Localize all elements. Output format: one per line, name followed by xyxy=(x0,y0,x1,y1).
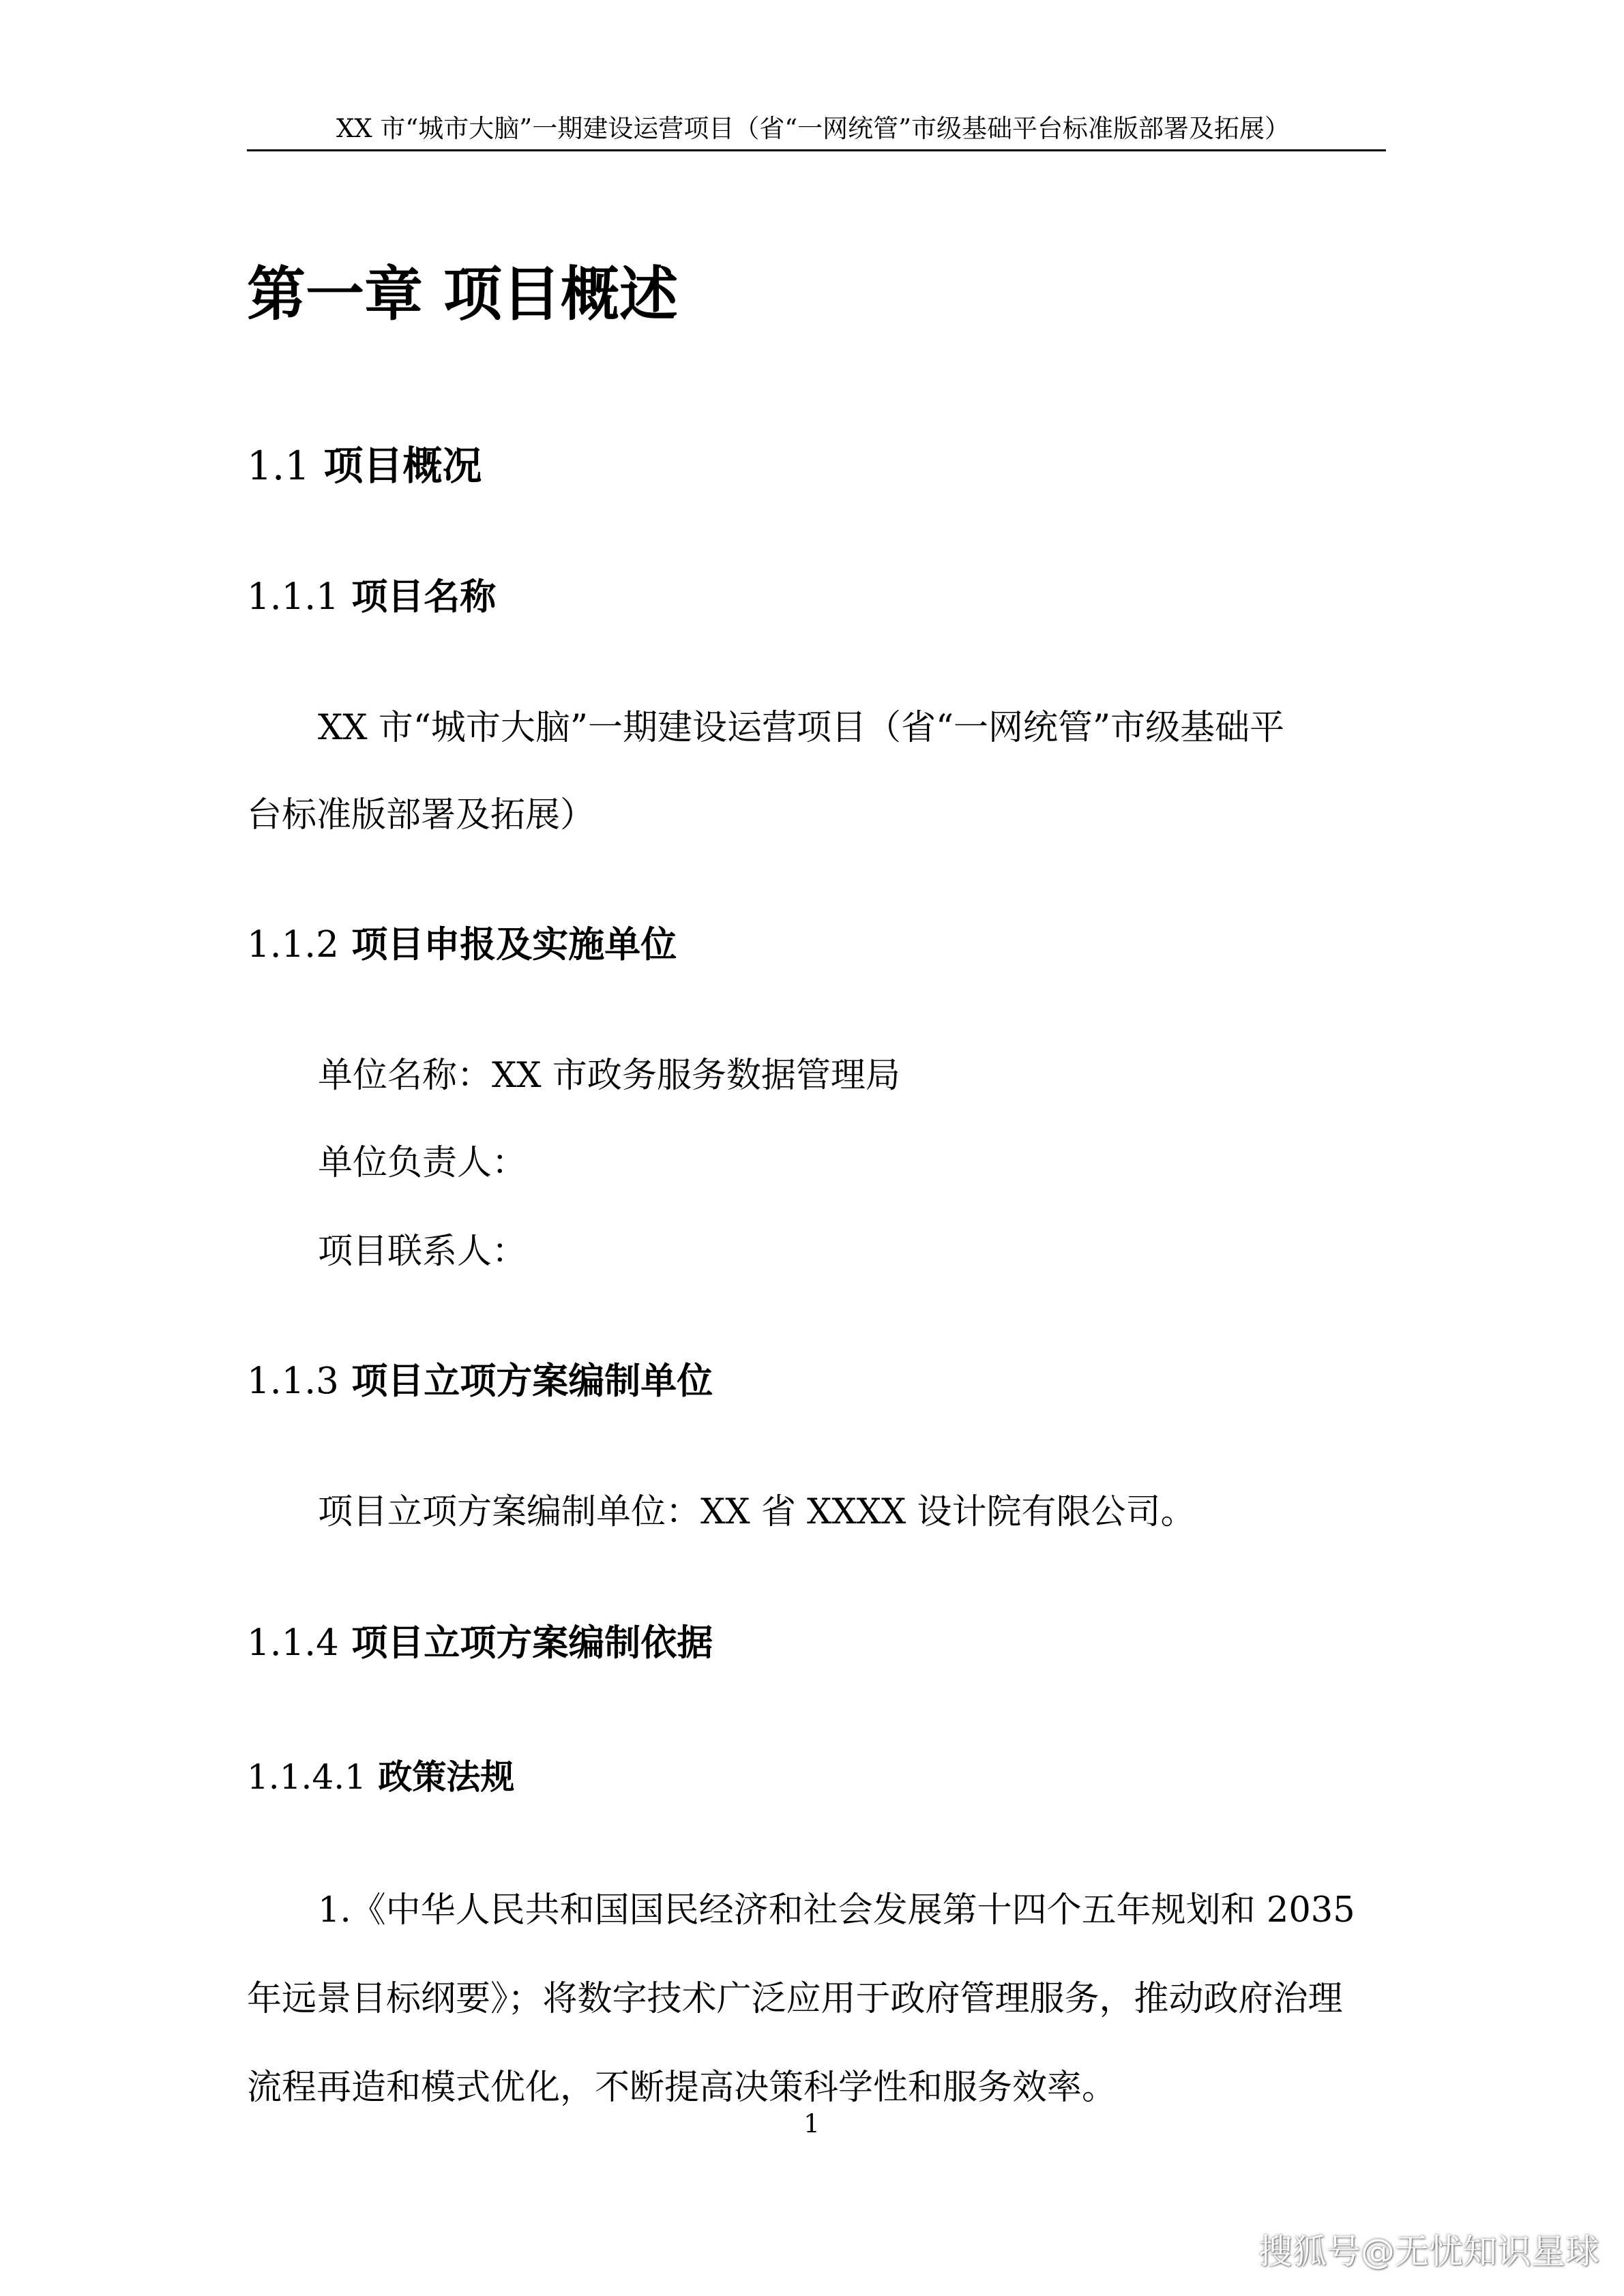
heading-1-1-1 xyxy=(247,571,496,623)
heading-1-1-3 xyxy=(247,1356,713,1407)
chapter-title: 第一章 项目概述 xyxy=(247,260,678,329)
paragraph-line: 年远景目标纲要》；将数字技术广泛应用于政府管理服务，推动政府治理 xyxy=(247,1979,1343,2019)
heading-1-1-4 xyxy=(247,1617,713,1669)
header-rule xyxy=(247,149,1386,151)
heading-number: 1.1 xyxy=(247,443,310,489)
unit-name-line: 单位名称：XX 市政务服务数据管理局 xyxy=(318,1056,900,1096)
heading-text: 项目概况 xyxy=(323,443,482,489)
heading-number: 1.1.4.1 xyxy=(247,1757,366,1797)
heading-text: 项目申报及实施单位 xyxy=(351,924,677,966)
paragraph-line: 项目立项方案编制单位：XX 省 XXXX 设计院有限公司。 xyxy=(318,1492,1196,1532)
running-header: XX 市“城市大脑”一期建设运营项目（省“一网统管”市级基础平台标准版部署及拓展） xyxy=(336,114,1290,143)
paragraph-line: 流程再造和模式优化，不断提高决策科学性和服务效率。 xyxy=(247,2068,1117,2108)
contact-line: 项目联系人： xyxy=(318,1232,527,1272)
page-number: 1 xyxy=(803,2109,820,2138)
heading-1-1-4-1 xyxy=(247,1753,514,1802)
heading-text: 项目名称 xyxy=(351,576,497,618)
heading-number: 1.1.2 xyxy=(247,924,339,966)
heading-1-1 xyxy=(247,438,482,493)
heading-1-1-2 xyxy=(247,919,677,971)
heading-text: 项目立项方案编制依据 xyxy=(351,1622,713,1664)
heading-number: 1.1.1 xyxy=(247,576,339,618)
heading-number: 1.1.3 xyxy=(247,1360,339,1402)
heading-number: 1.1.4 xyxy=(247,1622,339,1664)
unit-head-line: 单位负责人： xyxy=(318,1143,527,1183)
watermark: 搜狐号@无忧知识星球 xyxy=(1258,2232,1599,2271)
paragraph-line: 台标准版部署及拓展） xyxy=(247,795,595,835)
heading-text: 政策法规 xyxy=(378,1757,515,1797)
paragraph-line: 1.《中华人民共和国国民经济和社会发展第十四个五年规划和 2035 xyxy=(318,1890,1355,1930)
paragraph-line: XX 市“城市大脑”一期建设运营项目（省“一网统管”市级基础平 xyxy=(318,708,1285,748)
heading-text: 项目立项方案编制单位 xyxy=(351,1360,713,1402)
